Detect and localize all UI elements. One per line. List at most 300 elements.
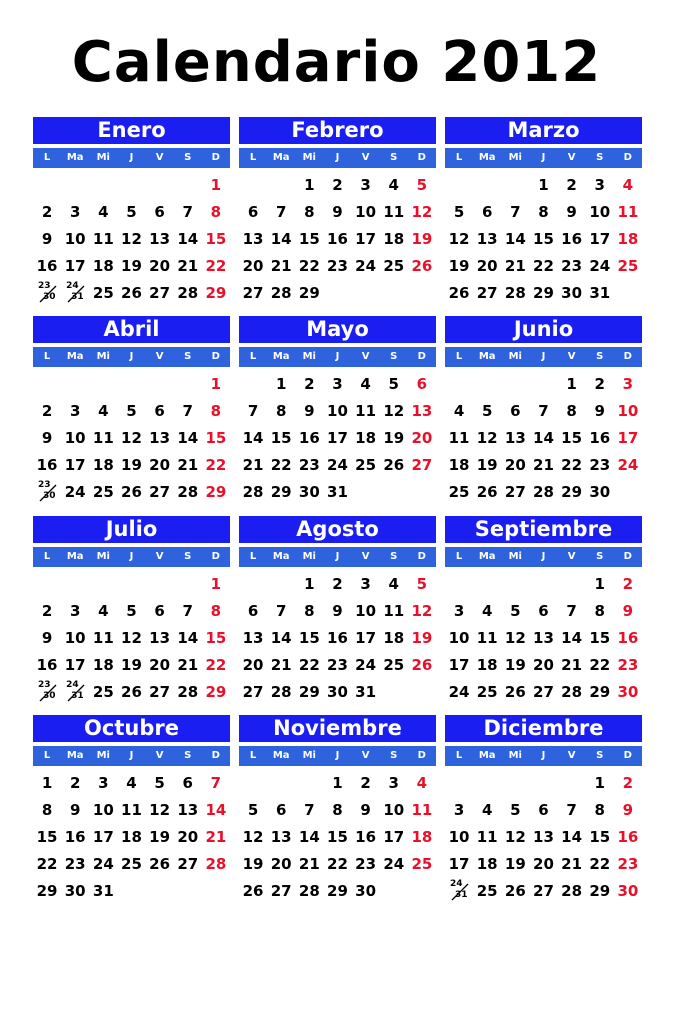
day-number: 4 bbox=[98, 402, 109, 420]
day-number: 3 bbox=[69, 602, 81, 620]
weekday-label: Mi bbox=[302, 152, 316, 163]
day-number: 30 bbox=[589, 483, 611, 501]
weekday-label: Ma bbox=[478, 152, 496, 163]
day-number-sunday: 15 bbox=[205, 230, 227, 248]
day-number: 27 bbox=[270, 882, 292, 900]
day-number: 28 bbox=[242, 483, 264, 501]
day-number: 15 bbox=[561, 429, 583, 447]
day-number: 5 bbox=[481, 402, 493, 420]
day-number: 20 bbox=[149, 656, 171, 674]
day-number: 5 bbox=[388, 375, 399, 393]
month-name: Abril bbox=[33, 316, 230, 343]
day-number: 10 bbox=[589, 203, 611, 221]
day-number: 25 bbox=[448, 483, 470, 501]
month-julio bbox=[33, 516, 230, 708]
days-grid bbox=[33, 172, 230, 309]
weekday-label: Ma bbox=[272, 152, 290, 163]
day-number: 28 bbox=[177, 683, 199, 701]
weekday-label: L bbox=[249, 351, 257, 362]
day-number-sunday: 27 bbox=[411, 456, 433, 474]
day-number-sunday: 15 bbox=[205, 629, 227, 647]
day-number: 8 bbox=[332, 801, 343, 819]
day-number: 7 bbox=[182, 602, 193, 620]
day-number: 19 bbox=[121, 656, 142, 674]
day-number: 20 bbox=[242, 656, 264, 674]
weekday-label: J bbox=[129, 551, 134, 562]
day-number-sunday: 8 bbox=[210, 203, 222, 221]
day-number: 9 bbox=[594, 402, 605, 420]
day-number: 29 bbox=[298, 683, 320, 701]
day-number: 1 bbox=[538, 176, 549, 194]
days-grid bbox=[445, 770, 642, 907]
day-number: 30 bbox=[561, 284, 583, 302]
day-number: 6 bbox=[154, 402, 165, 420]
day-number: 9 bbox=[360, 801, 371, 819]
day-number-sunday: 9 bbox=[622, 602, 634, 620]
day-number: 9 bbox=[41, 629, 53, 647]
day-number: 3 bbox=[360, 176, 371, 194]
day-number: 10 bbox=[448, 629, 470, 647]
day-number: 3 bbox=[453, 801, 465, 819]
day-number: 13 bbox=[149, 629, 171, 647]
day-number: 21 bbox=[177, 257, 199, 275]
month-name: Julio bbox=[33, 516, 230, 543]
weekday-label: Mi bbox=[508, 351, 522, 362]
day-number: 28 bbox=[561, 683, 583, 701]
day-number: 18 bbox=[476, 855, 498, 873]
day-number: 12 bbox=[383, 402, 405, 420]
day-number: 16 bbox=[36, 257, 58, 275]
day-number-sunday: 18 bbox=[617, 230, 639, 248]
weekday-label: Mi bbox=[96, 750, 110, 761]
day-number-sunday: 5 bbox=[416, 176, 428, 194]
day-number: 4 bbox=[388, 176, 399, 194]
day-number: 26 bbox=[383, 456, 405, 474]
month-name: Enero bbox=[33, 117, 230, 144]
day-number: 21 bbox=[177, 656, 199, 674]
day-number: 2 bbox=[566, 176, 577, 194]
day-number-sunday: 5 bbox=[416, 575, 428, 593]
weekday-label: V bbox=[567, 152, 576, 163]
day-number: 13 bbox=[149, 230, 171, 248]
weekday-label: D bbox=[417, 750, 426, 761]
weekday-label: S bbox=[184, 152, 192, 163]
day-number: 18 bbox=[355, 429, 377, 447]
day-number: 8 bbox=[594, 801, 605, 819]
day-number: 4 bbox=[481, 602, 493, 620]
day-number: 21 bbox=[270, 656, 292, 674]
day-number: 11 bbox=[476, 629, 498, 647]
day-number: 11 bbox=[476, 828, 498, 846]
day-number: 17 bbox=[64, 257, 86, 275]
day-number: 14 bbox=[270, 230, 292, 248]
weekday-label: V bbox=[155, 551, 164, 562]
day-number: 6 bbox=[182, 774, 193, 792]
weekday-label: D bbox=[211, 551, 220, 562]
day-number-sunday: 4 bbox=[416, 774, 428, 792]
day-number: 4 bbox=[98, 602, 109, 620]
day-number: 31 bbox=[92, 882, 114, 900]
day-number: 22 bbox=[298, 257, 320, 275]
day-number-sunday: 26 bbox=[411, 257, 433, 275]
weekday-label: L bbox=[249, 152, 257, 163]
day-number: 11 bbox=[355, 402, 377, 420]
month-name: Mayo bbox=[239, 316, 436, 343]
day-number: 19 bbox=[121, 456, 142, 474]
day-number: 20 bbox=[177, 828, 199, 846]
day-number: 15 bbox=[298, 629, 320, 647]
day-number: 23 bbox=[38, 480, 51, 490]
day-number-sunday: 19 bbox=[411, 230, 433, 248]
weekday-label: V bbox=[361, 551, 370, 562]
days-grid bbox=[33, 371, 230, 508]
weekday-label: V bbox=[361, 750, 370, 761]
weekday-label: D bbox=[623, 750, 632, 761]
day-number: 12 bbox=[476, 429, 498, 447]
day-number: 7 bbox=[566, 801, 577, 819]
day-cell-split bbox=[33, 479, 61, 506]
day-number: 23 bbox=[38, 680, 51, 690]
weekday-header bbox=[33, 148, 230, 168]
day-number-sunday: 18 bbox=[411, 828, 433, 846]
month-name: Diciembre bbox=[445, 715, 642, 742]
day-number: 31 bbox=[327, 483, 348, 501]
day-number: 30 bbox=[43, 292, 56, 302]
month-febrero bbox=[239, 117, 436, 309]
weekday-label: Mi bbox=[302, 551, 316, 562]
day-number: 9 bbox=[41, 429, 53, 447]
days-grid bbox=[239, 172, 436, 309]
day-number: 21 bbox=[561, 855, 583, 873]
weekday-label: Mi bbox=[508, 551, 522, 562]
weekday-label: D bbox=[211, 750, 220, 761]
day-number-sunday: 15 bbox=[205, 429, 227, 447]
day-number: 16 bbox=[355, 828, 377, 846]
month-marzo bbox=[445, 117, 642, 309]
day-number-sunday: 14 bbox=[205, 801, 227, 819]
day-number: 2 bbox=[332, 575, 343, 593]
day-number: 5 bbox=[126, 602, 137, 620]
day-number: 16 bbox=[36, 656, 58, 674]
weekday-label: D bbox=[623, 351, 632, 362]
day-number: 31 bbox=[71, 691, 84, 701]
weekday-header bbox=[239, 347, 436, 367]
day-number-sunday: 9 bbox=[622, 801, 634, 819]
day-number: 13 bbox=[177, 801, 199, 819]
day-number: 25 bbox=[476, 683, 498, 701]
weekday-label: S bbox=[184, 750, 192, 761]
day-number-sunday: 10 bbox=[617, 402, 639, 420]
day-number: 29 bbox=[298, 284, 320, 302]
day-number: 12 bbox=[121, 629, 142, 647]
day-number: 21 bbox=[561, 656, 583, 674]
day-number: 3 bbox=[98, 774, 109, 792]
day-number: 2 bbox=[41, 402, 53, 420]
day-number-sunday: 22 bbox=[205, 656, 227, 674]
day-number: 3 bbox=[388, 774, 399, 792]
day-number-sunday: 19 bbox=[411, 629, 433, 647]
day-number: 18 bbox=[383, 629, 405, 647]
weekday-label: Mi bbox=[96, 152, 110, 163]
month-noviembre bbox=[239, 715, 436, 907]
day-number: 26 bbox=[504, 882, 526, 900]
day-number-sunday: 8 bbox=[210, 602, 222, 620]
day-number: 28 bbox=[533, 483, 554, 501]
day-number: 29 bbox=[589, 882, 611, 900]
day-number: 7 bbox=[182, 203, 193, 221]
day-number: 19 bbox=[242, 855, 264, 873]
day-number: 10 bbox=[64, 629, 86, 647]
day-number: 18 bbox=[383, 230, 405, 248]
day-number: 23 bbox=[561, 257, 583, 275]
day-number: 27 bbox=[177, 855, 199, 873]
day-number: 12 bbox=[504, 629, 526, 647]
day-number: 17 bbox=[327, 429, 348, 447]
day-number: 8 bbox=[566, 402, 577, 420]
weekday-label: Ma bbox=[66, 351, 84, 362]
day-number: 27 bbox=[149, 284, 171, 302]
day-number: 4 bbox=[360, 375, 371, 393]
day-number: 31 bbox=[71, 292, 84, 302]
day-number: 12 bbox=[149, 801, 171, 819]
day-number: 27 bbox=[242, 284, 264, 302]
day-number-sunday: 11 bbox=[411, 801, 433, 819]
day-number: 28 bbox=[504, 284, 526, 302]
day-number: 28 bbox=[270, 284, 292, 302]
weekday-label: V bbox=[567, 351, 576, 362]
weekday-header bbox=[445, 347, 642, 367]
days-grid bbox=[33, 770, 230, 907]
day-number: 10 bbox=[383, 801, 405, 819]
weekday-label: S bbox=[184, 351, 192, 362]
day-number: 5 bbox=[154, 774, 165, 792]
day-number: 20 bbox=[270, 855, 292, 873]
day-number-sunday: 11 bbox=[617, 203, 639, 221]
day-number: 15 bbox=[589, 629, 611, 647]
day-number-sunday: 16 bbox=[617, 629, 639, 647]
day-number: 17 bbox=[383, 828, 405, 846]
day-number: 28 bbox=[561, 882, 583, 900]
day-number: 28 bbox=[177, 284, 199, 302]
day-number: 13 bbox=[504, 429, 526, 447]
weekday-label: J bbox=[335, 551, 340, 562]
day-number: 1 bbox=[41, 774, 53, 792]
day-number-sunday: 29 bbox=[205, 483, 227, 501]
day-number-sunday: 25 bbox=[617, 257, 639, 275]
day-number: 23 bbox=[38, 281, 51, 291]
day-number: 10 bbox=[327, 402, 348, 420]
day-number: 16 bbox=[589, 429, 611, 447]
month-junio bbox=[445, 316, 642, 508]
month-abril bbox=[33, 316, 230, 508]
day-number: 24 bbox=[589, 257, 611, 275]
day-number: 3 bbox=[453, 602, 465, 620]
day-number: 20 bbox=[242, 257, 264, 275]
day-number: 24 bbox=[450, 879, 463, 889]
day-number: 3 bbox=[332, 375, 343, 393]
day-number: 9 bbox=[304, 402, 315, 420]
day-number: 25 bbox=[383, 656, 405, 674]
day-number-sunday: 30 bbox=[617, 683, 639, 701]
day-number: 30 bbox=[43, 691, 56, 701]
day-number-sunday: 7 bbox=[210, 774, 222, 792]
day-number: 27 bbox=[149, 483, 171, 501]
month-name: Marzo bbox=[445, 117, 642, 144]
day-number: 19 bbox=[448, 257, 470, 275]
weekday-label: Mi bbox=[302, 351, 316, 362]
day-number: 3 bbox=[360, 575, 371, 593]
days-grid bbox=[445, 371, 642, 508]
day-number: 21 bbox=[177, 456, 199, 474]
day-number: 26 bbox=[476, 483, 498, 501]
day-number: 16 bbox=[327, 629, 348, 647]
day-number: 4 bbox=[481, 801, 493, 819]
page-title: Calendario 2012 bbox=[71, 30, 602, 95]
day-number: 27 bbox=[533, 683, 554, 701]
day-number-sunday: 8 bbox=[210, 402, 222, 420]
weekday-label: J bbox=[129, 351, 134, 362]
day-number: 17 bbox=[355, 629, 377, 647]
weekday-label: L bbox=[43, 750, 51, 761]
day-number: 20 bbox=[149, 456, 171, 474]
day-number: 28 bbox=[298, 882, 320, 900]
weekday-label: L bbox=[455, 750, 463, 761]
day-number-sunday: 3 bbox=[622, 375, 634, 393]
day-number: 9 bbox=[41, 230, 53, 248]
day-number: 3 bbox=[69, 402, 81, 420]
day-number: 7 bbox=[304, 801, 315, 819]
day-number: 26 bbox=[448, 284, 470, 302]
weekday-header bbox=[445, 746, 642, 766]
day-cell-split bbox=[61, 679, 89, 706]
day-number: 6 bbox=[247, 203, 259, 221]
day-number: 21 bbox=[504, 257, 526, 275]
day-number: 20 bbox=[533, 656, 554, 674]
day-number: 9 bbox=[69, 801, 81, 819]
day-number: 22 bbox=[561, 456, 583, 474]
month-name: Octubre bbox=[33, 715, 230, 742]
day-number: 28 bbox=[177, 483, 199, 501]
day-number: 4 bbox=[126, 774, 137, 792]
day-number: 18 bbox=[92, 456, 114, 474]
weekday-label: S bbox=[184, 551, 192, 562]
day-number: 24 bbox=[355, 257, 377, 275]
day-number: 16 bbox=[298, 429, 320, 447]
day-number: 25 bbox=[92, 284, 114, 302]
day-number: 10 bbox=[92, 801, 114, 819]
day-number: 5 bbox=[126, 402, 137, 420]
day-number: 14 bbox=[561, 828, 583, 846]
day-number: 15 bbox=[270, 429, 292, 447]
days-grid bbox=[33, 571, 230, 708]
weekday-label: D bbox=[211, 351, 220, 362]
day-number: 13 bbox=[242, 629, 264, 647]
day-number: 15 bbox=[36, 828, 58, 846]
day-number-sunday: 6 bbox=[416, 375, 428, 393]
day-number: 8 bbox=[594, 602, 605, 620]
day-number: 21 bbox=[270, 257, 292, 275]
day-number: 6 bbox=[247, 602, 259, 620]
weekday-label: D bbox=[623, 152, 632, 163]
day-number: 5 bbox=[453, 203, 465, 221]
day-number: 7 bbox=[510, 203, 521, 221]
weekday-label: S bbox=[390, 551, 398, 562]
day-number: 19 bbox=[149, 828, 171, 846]
day-number: 21 bbox=[298, 855, 320, 873]
day-number-sunday: 26 bbox=[411, 656, 433, 674]
day-number: 7 bbox=[275, 602, 287, 620]
day-number: 29 bbox=[270, 483, 292, 501]
day-number: 1 bbox=[332, 774, 343, 792]
day-number: 1 bbox=[594, 774, 605, 792]
month-name: Septiembre bbox=[445, 516, 642, 543]
day-number: 26 bbox=[242, 882, 264, 900]
day-number: 2 bbox=[332, 176, 343, 194]
day-number: 5 bbox=[510, 602, 521, 620]
day-number: 30 bbox=[355, 882, 377, 900]
day-number: 25 bbox=[355, 456, 377, 474]
day-number: 11 bbox=[383, 602, 405, 620]
month-diciembre bbox=[445, 715, 642, 907]
day-number: 3 bbox=[69, 203, 81, 221]
weekday-label: V bbox=[567, 551, 576, 562]
day-number: 10 bbox=[448, 828, 470, 846]
day-number: 27 bbox=[149, 683, 171, 701]
day-number: 14 bbox=[242, 429, 264, 447]
weekday-label: Ma bbox=[66, 551, 84, 562]
day-number: 23 bbox=[589, 456, 611, 474]
weekday-label: Ma bbox=[478, 351, 496, 362]
day-number-sunday: 23 bbox=[617, 855, 639, 873]
day-number: 13 bbox=[270, 828, 292, 846]
day-number: 15 bbox=[589, 828, 611, 846]
weekday-label: L bbox=[455, 551, 463, 562]
day-number-sunday: 30 bbox=[617, 882, 639, 900]
weekday-label: L bbox=[43, 152, 51, 163]
day-number: 2 bbox=[360, 774, 371, 792]
days-grid bbox=[239, 371, 436, 508]
day-number: 11 bbox=[92, 429, 114, 447]
day-number: 31 bbox=[455, 890, 468, 900]
day-number-sunday: 1 bbox=[210, 575, 222, 593]
weekday-label: Ma bbox=[478, 750, 496, 761]
day-number: 10 bbox=[64, 230, 86, 248]
day-number: 20 bbox=[533, 855, 554, 873]
weekday-label: D bbox=[211, 152, 220, 163]
day-number: 20 bbox=[149, 257, 171, 275]
day-number: 17 bbox=[355, 230, 377, 248]
weekday-label: Ma bbox=[272, 351, 290, 362]
day-number: 14 bbox=[177, 230, 199, 248]
day-number: 2 bbox=[41, 203, 53, 221]
weekday-label: L bbox=[43, 351, 51, 362]
day-number: 9 bbox=[332, 203, 343, 221]
day-number: 8 bbox=[41, 801, 53, 819]
day-number: 13 bbox=[476, 230, 498, 248]
day-number: 23 bbox=[327, 257, 348, 275]
day-number: 10 bbox=[64, 429, 86, 447]
day-number: 23 bbox=[64, 855, 86, 873]
weekday-label: L bbox=[455, 351, 463, 362]
weekday-label: S bbox=[390, 750, 398, 761]
weekday-label: Ma bbox=[272, 750, 290, 761]
day-number: 2 bbox=[594, 375, 605, 393]
day-number: 17 bbox=[64, 456, 86, 474]
weekday-label: L bbox=[249, 750, 257, 761]
day-number-sunday: 29 bbox=[205, 683, 227, 701]
weekday-label: L bbox=[249, 551, 257, 562]
month-enero bbox=[33, 117, 230, 309]
